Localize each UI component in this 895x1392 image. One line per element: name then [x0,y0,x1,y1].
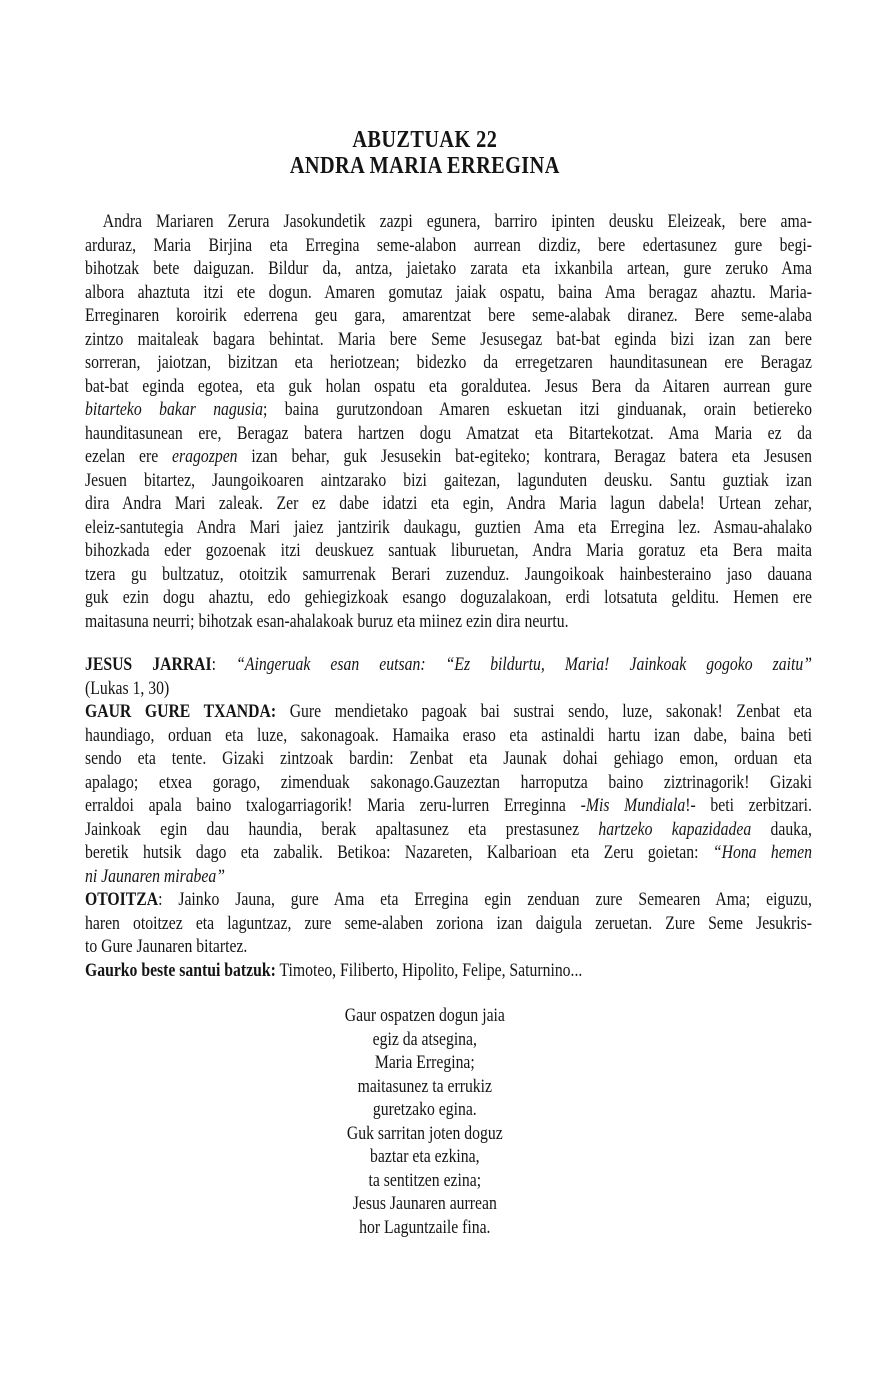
text-segment: OTOITZA [85,889,159,910]
text-segment: egiz da atsegina, [372,1028,477,1050]
text-segment: Jesuen bitartez, Jaungoikoaren aintzarako bizi gaitezan, lagunduten deusku. Santu guztiak izan [85,469,812,491]
text-segment: haundiago, orduan eta luze, sakonagoak. Hamaika eraso eta astinaldi hartu izan dabe, baina beti [85,724,812,746]
text-segment: beretik hutsik dago eta zabalik. Betikoa: Nazareten, Kalbarioan eta Zeru goietan: [85,842,713,863]
title-date: ABUZTUAK 22 [352,127,498,153]
poem [61,1004,788,1239]
text-segment: guretzako egina. [372,1099,477,1120]
text-line [85,586,812,610]
text-line [85,677,812,701]
text-segment: izan behar, guk Jesusekin bat-egiteko; kontrara, Beragaz batera eta Jesusen [237,446,812,467]
text-line [85,865,812,889]
text-line [85,304,812,328]
text-line [85,257,812,281]
text-line [61,1028,788,1052]
text-line [85,398,812,422]
text-line [85,841,812,865]
text-segment: eleiz-santutegia Andra Mari jaiez jantzirik daukagu, guztien Ama eta Erregina lez. Asmau-ahalako [85,516,812,538]
text-line [85,888,812,912]
text-segment: apalago; etxea gorago, zimenduak sakonago.Gauzeztan harroputza baino ziztrinagorik! Gizaki [85,771,812,793]
text-segment: “Aingeruak esan eutsan: “Ez bildurtu, Maria! Jainkoak gogoko zaitu” [236,654,812,675]
text-line [85,375,812,399]
text-line [85,610,812,634]
jesus-jarrai-section [85,653,812,700]
text-segment: JESUS JARRAI [85,654,212,675]
intro-paragraph [85,210,812,633]
text-line [85,747,812,771]
title-feast-name: ANDRA MARIA ERREGINA [289,153,560,179]
text-segment: hartzeko kapazidadea [598,818,752,840]
text-line [85,818,812,842]
text-segment: Mis Mundiala [585,795,686,816]
text-line [85,935,812,959]
text-line [61,1122,788,1146]
text-segment: Maria Erregina; [374,1052,475,1073]
document-page [85,0,812,1239]
text-line [61,1192,788,1216]
text-line [85,469,812,493]
text-segment: guk ezin dogu ahaztu, edo gehiegizkoak esango doguzalakoan, erdi lotsatuta gelditu. Hemen ere [85,587,812,608]
text-line [85,794,812,818]
text-segment: sendo eta tente. Gizaki zintzoak bardin: Zenbat eta Jaunak dohai gehiago emon, orduan eta [85,748,812,769]
text-line [85,653,812,677]
text-segment: ta sentitzen ezina; [368,1169,482,1191]
text-line [85,700,812,724]
santuak-section [85,959,812,983]
text-segment: eragozpen [172,446,238,467]
text-line [85,210,812,234]
text-segment: baztar eta ezkina, [370,1146,480,1167]
text-segment: ; baina gurutzondoan Amaren eskuetan itzi ginduanak, orain betiereko [262,399,812,420]
text-line [85,328,812,352]
text-segment: Andra Mariaren Zerura Jasokundetik zazpi egunera, barriro ipinten deusku Eleizeak, bere ama- [102,211,812,232]
text-segment: Jainkoak egin dau haundia, berak apaltasunez eta prestasunez [85,818,599,840]
text-line [85,351,812,375]
text-line [85,281,812,305]
text-line [85,516,812,540]
text-segment: dira Andra Mari zaleak. Zer ez dabe idatzi eta egin, Andra Maria lagun dabela! Urtean zehar, [85,493,812,514]
text-line [85,234,812,258]
text-line [85,771,812,795]
text-line [85,959,812,983]
text-segment: bihotzak bete daiguzan. Bildur da, antza, jaietako zarata eta ixkanbila artean, gure zeruko Ama [85,258,812,279]
text-line [61,1004,788,1028]
text-line [85,422,812,446]
text-segment: arduraz, Maria Birjina eta Erregina seme-alabon aurrean dizdiz, bere edertasunez gure begi- [85,234,812,256]
text-segment: “Hona hemen [712,842,812,863]
text-segment: haunditasunean ere, Beragaz batera hartzen dogu Amatzat eta Bitartekotzat. Ama Maria ez da [85,422,812,444]
text-line [61,1169,788,1193]
text-segment: bihozkada eder gozoenak itzi deuskuez santuak liburuetan, Andra Maria goratuz eta Bera maita [85,540,812,561]
text-segment: Jesus Jaunaren aurrean [352,1193,497,1214]
text-line [85,445,812,469]
text-segment: Gaur ospatzen dogun jaia [344,1005,505,1026]
text-segment: Guk sarritan joten doguz [346,1122,503,1144]
text-line [61,1075,788,1099]
text-line [61,1145,788,1169]
text-segment: bitarteko bakar nagusia [85,399,263,420]
text-segment: Gure mendietako pagoak bai sustrai sendo, luze, sakonak! Zenbat eta [276,701,812,722]
text-segment: : [211,654,237,675]
text-segment: zintzo maitaleak bagara behintat. Maria bere Seme Jesusegaz bat-bat eginda bizi izan zan bere [85,328,812,350]
text-line [85,724,812,748]
text-segment: maitasuna neurri; bihotzak esan-ahalakoak buruz eta miinez ezin dira neurtu. [85,610,569,632]
text-segment: bat-bat eginda egotea, eta guk holan ospatu eta goraldutea. Jesus Bera da Aitaren aurrean gure [85,375,812,397]
text-line [61,1051,788,1075]
text-segment: haren otoitzez eta laguntzaz, zure seme-alaben zoriona izan daigula zeruetan. Zure Seme Jesukris- [85,912,812,934]
text-segment: ni Jaunaren mirabea” [85,865,226,887]
text-segment: !- beti zerbitzari. [685,795,812,816]
text-segment: erraldoi apala baino txalogarriagorik! Maria zeru-lurren Erreginna - [85,795,586,816]
text-segment: Erreginaren koroirik ederrena geu gara, amarentzat bere seme-alabak diranez. Bere seme-alaba [85,305,812,326]
text-segment: tzera gu bultzatuz, otoitzik samurrenak Berari zuzenduz. Jaungoikoak hainbesteraino jaso dauana [85,563,812,585]
text-line [61,1098,788,1122]
text-line [85,492,812,516]
text-line [85,912,812,936]
text-segment: dauka, [751,818,812,840]
text-segment: ezelan ere [85,446,173,467]
text-segment: sorreran, jaiotzan, bizitzan eta heriotzean; bidezko da erregetzaren haunditasunean ere Beragaz [85,352,812,373]
text-segment: : Jainko Jauna, gure Ama eta Erregina egin zenduan zure Semearen Ama; eiguzu, [158,889,812,910]
text-segment: hor Laguntzaile fina. [359,1216,491,1238]
text-line [85,539,812,563]
text-segment: Timoteo, Filiberto, Hipolito, Felipe, Saturnino... [275,959,583,981]
text-segment: (Lukas 1, 30) [85,677,170,699]
text-segment: to Gure Jaunaren bitartez. [85,936,248,957]
text-segment: Gaurko beste santui batzuk: [85,959,276,981]
text-segment: albora ahaztuta itzi ete dogun. Amaren gomutaz jaiak ospatu, baina Ama beragaz ahaztu. Maria- [85,281,812,303]
gaur-gure-txanda-section [85,700,812,888]
page-title [61,127,788,179]
text-segment: GAUR GURE TXANDA: [85,701,277,722]
text-segment: maitasunez ta errukiz [357,1075,493,1097]
otoitza-section [85,888,812,959]
text-line [85,563,812,587]
text-line [61,1216,788,1240]
